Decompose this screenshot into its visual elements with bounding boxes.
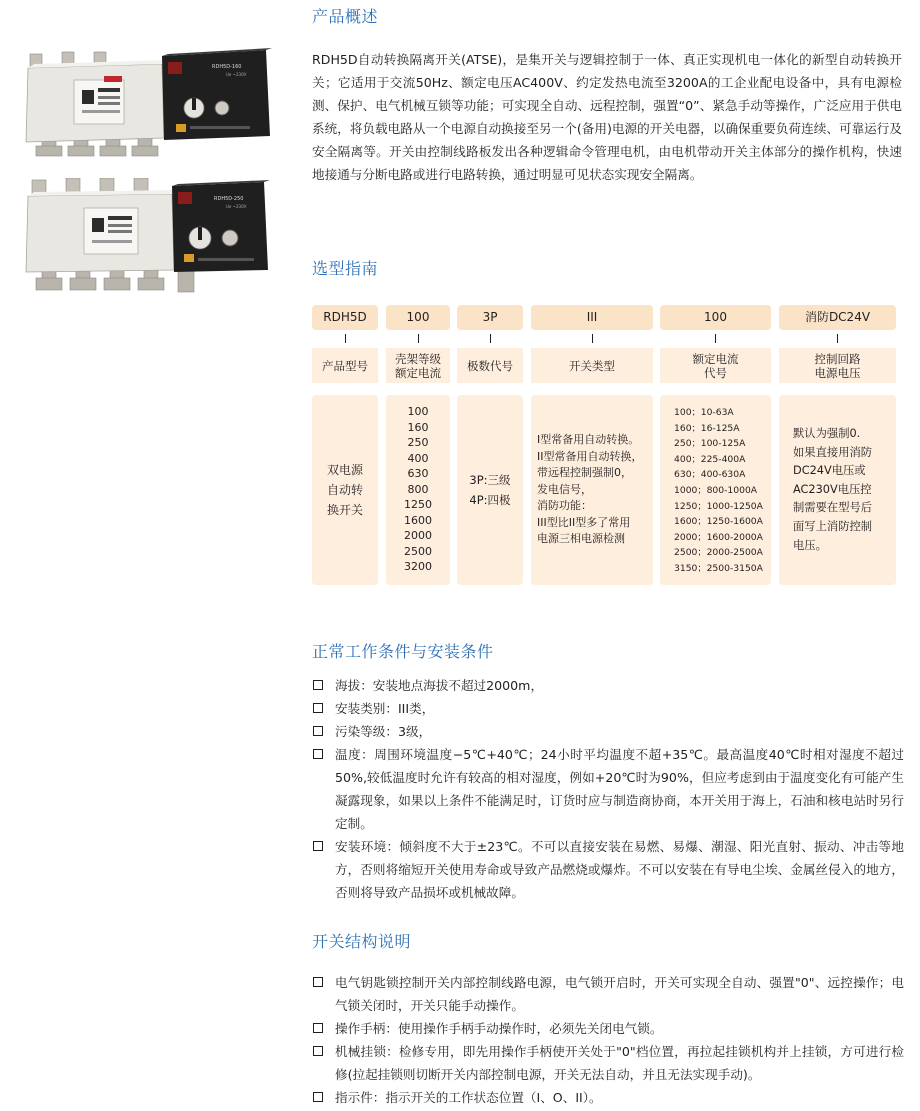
current-code-item: 100；10-63A (674, 407, 734, 418)
conditions-item-text: 安装类别：III类， (335, 701, 435, 716)
code-chip-model: RDH5D (312, 305, 378, 330)
current-code-item: 2000；1600-2000A (674, 531, 763, 543)
frame-current-item: 1250 (404, 498, 432, 511)
current-code-item: 1250；1000-1250A (674, 500, 763, 512)
desc-frame (386, 395, 450, 585)
code-chip-current: 100 (660, 305, 771, 330)
control-voltage-item: 电压。 (793, 538, 827, 552)
checkbox-icon (313, 977, 323, 987)
conditions-item (312, 835, 904, 904)
desc-current (660, 395, 771, 585)
frame-current-item: 160 (407, 420, 429, 434)
switch-type-item: II型常备用自动转换， (537, 449, 643, 463)
current-code-item: 160；16-125A (674, 422, 740, 434)
checkbox-icon (313, 680, 323, 690)
frame-current-item: 630 (407, 467, 429, 480)
product-model-label: RDH5D-250 (214, 196, 244, 202)
frame-current-item: 1600 (404, 513, 432, 527)
checkbox-icon (313, 703, 323, 713)
code-chip-voltage: 消防DC24V (779, 305, 896, 330)
conditions-item-text: 安装环境：倾斜度不大于±23℃。不可以直接安装在易燃、易爆、潮湿、阳光直射、振动、冲击等地方，否则将缩短开关使用寿命或导致产品燃烧或爆炸。不可以安装在有导电尘埃、金属丝侵入的地方，否则将导致产品损坏或机械故障。 (335, 839, 904, 900)
switch-type-item: 发电信号， (537, 482, 592, 496)
label-poles (457, 348, 523, 383)
switch-type-item: I型常备用自动转换。 (537, 433, 640, 447)
label-frame (386, 348, 450, 383)
code-chip-frame: 100 (386, 305, 450, 330)
structure-item (312, 1086, 904, 1109)
structure-item (312, 971, 904, 1017)
structure-list (312, 971, 904, 1109)
control-voltage-item: 如果直接用消防 (793, 445, 873, 459)
label-text: 开关类型 (569, 358, 615, 373)
checkbox-icon (313, 726, 323, 736)
control-voltage-item: AC230V电压控 (793, 482, 872, 496)
product-model-label: RDH5D-160 (212, 64, 242, 70)
frame-current-item: 3200 (404, 560, 432, 573)
label-current (660, 348, 771, 383)
pole-item: 3P:三级 (469, 473, 511, 487)
desc-type (531, 395, 653, 585)
structure-item-text: 操作手柄：使用操作手柄手动操作时，必须先关闭电气锁。 (335, 1021, 663, 1036)
checkbox-icon (313, 749, 323, 759)
structure-item-text: 机械挂锁：检修专用，即先用操作手柄使开关处于"0"档位置，再拉起挂锁机构并上挂锁，方可进行检修(拉起挂锁则切断开关内部控制电源，开关无法自动，并且无法实现手动)。 (335, 1044, 904, 1082)
desc-voltage (779, 395, 896, 585)
code-chip-type: III (531, 305, 653, 330)
switch-type-item: III型比II型多了常用 (537, 515, 631, 529)
current-code-item: 1600；1250-1600A (674, 516, 763, 528)
current-code-item: 630；400-630A (674, 469, 746, 481)
current-code-item: 400；225-400A (674, 453, 746, 465)
checkbox-icon (313, 1046, 323, 1056)
selection-title: 选型指南 (312, 259, 379, 278)
desc-model-text: 双电源 自动转 换开关 (326, 463, 363, 517)
product-voltage-label: Ue ~230V (226, 204, 247, 209)
control-voltage-item: 默认为强制0. (793, 427, 861, 440)
label-type (531, 348, 653, 383)
current-code-item: 250；100-125A (674, 438, 746, 450)
product-image-rdh5d-250 (22, 178, 277, 296)
conditions-item-text: 污染等级：3级， (335, 724, 432, 739)
control-voltage-item: 面写上消防控制 (793, 519, 873, 533)
label-text: 极数代号 (467, 358, 513, 373)
conditions-item-text: 温度：周围环境温度−5℃+40℃；24小时平均温度不超+35℃。最高温度40℃时相对湿度不超过50%,较低温度时允许有较高的相对湿度，例如+20℃时为90%，但应考虑到由于温度变化有可能产生凝露现象，如果以上条件不能满足时，订货时应与制造商协商，本开关用于海上，石油和核电站时另行定制。 (335, 747, 904, 831)
current-code-item: 3150；2500-3150A (674, 562, 763, 574)
structure-item (312, 1017, 904, 1040)
conditions-item (312, 743, 904, 835)
connector-line (715, 334, 716, 343)
pole-item: 4P:四极 (469, 493, 511, 507)
switch-type-item: 带远程控制强制0， (537, 466, 632, 480)
current-code-item: 1000；800-1000A (674, 484, 758, 496)
checkbox-icon (313, 841, 323, 851)
control-voltage-item: 制需要在型号后 (793, 501, 873, 515)
frame-current-item: 400 (407, 451, 429, 465)
connector-line (418, 334, 419, 343)
conditions-item (312, 674, 904, 697)
label-text: 控制回路 电源电压 (814, 351, 861, 380)
conditions-item (312, 697, 904, 720)
structure-title: 开关结构说明 (312, 932, 412, 951)
frame-current-item: 100 (407, 405, 429, 418)
label-voltage (779, 348, 896, 383)
checkbox-icon (313, 1092, 323, 1102)
frame-current-item: 250 (407, 436, 429, 449)
code-chip-poles: 3P (457, 305, 523, 330)
connector-line (592, 334, 593, 343)
label-model (312, 348, 378, 383)
structure-item (312, 1040, 904, 1086)
conditions-title: 正常工作条件与安装条件 (312, 642, 494, 661)
current-code-item: 2500；2000-2500A (674, 547, 763, 559)
overview-text: RDH5D自动转换隔离开关(ATSE)，是集开关与逻辑控制于一体、真正实现机电一体化的新型自动转换开关；它适用于交流50Hz、额定电压AC400V、约定发热电流至3200A的工企业配电设备中，具有电源检测、保护、电气机械互锁等功能；可实现全自动、远程控制，强置“0”、紧急手动等操作，广泛应用于供电系统，将负载电路从一个电源自动换接至另一个(备用)电源的开关电器，以确保重要负荷连续、可靠运行及安全隔离等。开关由控制线路板发出各种逻辑命令管理电机，由电机带动开关主体部分的操作机构，快速地接通与分断电路或进行电路转换，通过明显可见状态实现安全隔离。 (312, 52, 902, 182)
desc-model (312, 395, 378, 585)
label-text: 产品型号 (322, 358, 368, 373)
label-text: 额定电流 代号 (692, 351, 739, 380)
checkbox-icon (313, 1023, 323, 1033)
label-text: 壳架等级 额定电流 (395, 351, 441, 380)
product-voltage-label: Ue ~230V (226, 72, 247, 77)
structure-item-text: 指示件：指示开关的工作状态位置（I、O、II）。 (335, 1090, 602, 1105)
conditions-list (312, 674, 904, 904)
connector-line (345, 334, 346, 343)
connector-line (837, 334, 838, 343)
frame-current-item: 2500 (404, 544, 432, 558)
switch-type-item: 消防功能： (537, 499, 592, 513)
control-voltage-item: DC24V电压或 (793, 464, 866, 478)
structure-item-text: 电气钥匙锁控制开关内部控制线路电源，电气锁开启时，开关可实现全自动、强置"0"、远控操作；电气锁关闭时，开关只能手动操作。 (335, 975, 904, 1013)
connector-line (490, 334, 491, 343)
product-image-rdh5d-160 (22, 46, 277, 158)
overview-title: 产品概述 (312, 7, 379, 26)
conditions-item-text: 海拔：安装地点海拔不超过2000m， (335, 678, 544, 693)
frame-current-item: 2000 (404, 529, 432, 542)
desc-poles (457, 395, 523, 585)
frame-current-item: 800 (407, 482, 429, 496)
switch-type-item: 电源三相电源检测 (537, 532, 625, 546)
conditions-item (312, 720, 904, 743)
